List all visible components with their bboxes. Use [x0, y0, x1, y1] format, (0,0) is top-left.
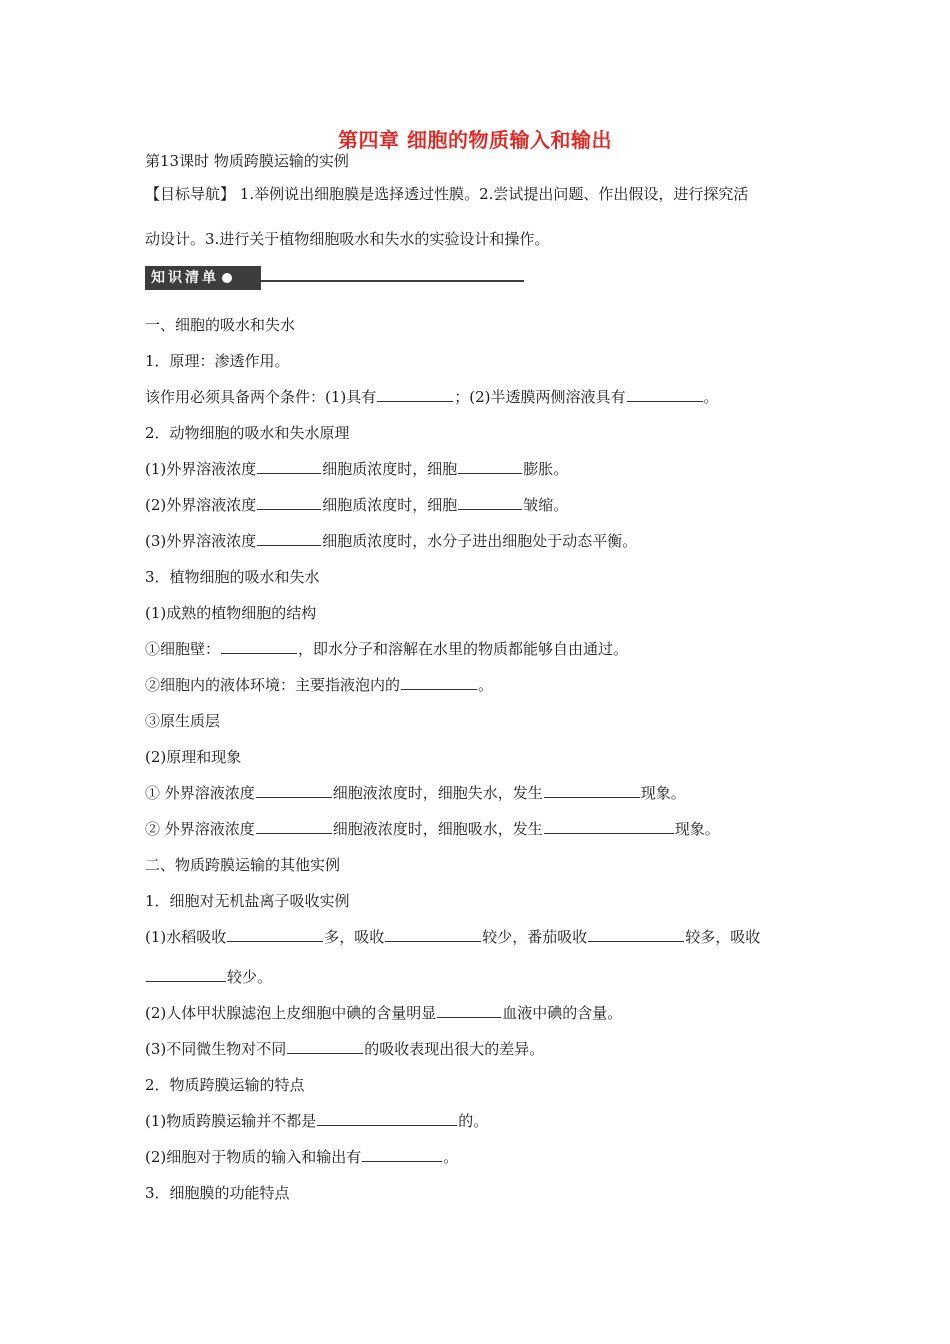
fill-blank[interactable] [256, 819, 332, 834]
chapter-title: 第四章 细胞的物质输入和输出 [338, 128, 612, 152]
fill-blank[interactable] [544, 783, 640, 798]
text-segment: 血液中碘的含量。 [502, 1004, 623, 1022]
text-segment: 的。 [458, 1112, 489, 1130]
text-segment: 皱缩。 [523, 496, 569, 514]
fill-blank[interactable] [256, 783, 332, 798]
fill-blank[interactable] [257, 531, 321, 546]
text-segment: ①细胞壁： [145, 640, 221, 658]
section-tag-label: 知识清单 [151, 270, 219, 286]
text-segment: (2)细胞对于物质的输入和输出有 [145, 1148, 362, 1166]
fill-blank[interactable] [221, 639, 297, 654]
section-heading-2: 二、物质跨膜运输的其他实例 [145, 856, 341, 874]
text-segment: 。 [703, 388, 719, 406]
text-line: (1)成熟的植物细胞的结构 [145, 604, 317, 622]
text-line: 1．细胞对无机盐离子吸收实例 [145, 892, 350, 910]
section-heading-1: 一、细胞的吸水和失水 [145, 316, 296, 334]
text-segment: 细胞质浓度时，细胞 [322, 460, 458, 478]
text-segment: (1)水稻吸收 [145, 928, 227, 946]
text-segment: (1)外界溶液浓度 [145, 460, 257, 478]
fill-blank[interactable] [458, 495, 522, 510]
text-segment: 细胞液浓度时，细胞吸水，发生 [332, 820, 543, 838]
goal-label: 【目标导航】 [145, 185, 236, 203]
text-line [145, 459, 568, 479]
goal-line-2: 动设计。3.进行关于植物细胞吸水和失水的实验设计和操作。 [145, 230, 550, 248]
text-line [145, 387, 719, 407]
text-segment: 多，吸收 [324, 928, 385, 946]
fill-blank[interactable] [287, 1039, 363, 1054]
text-line [145, 1039, 544, 1059]
text-segment: ，即水分子和溶解在水里的物质都能够自由通过。 [298, 640, 629, 658]
fill-blank[interactable] [257, 495, 321, 510]
fill-blank[interactable] [401, 675, 477, 690]
fill-blank[interactable] [458, 459, 522, 474]
text-segment: ②细胞内的液体环境：主要指液泡内的 [145, 676, 401, 694]
text-segment: 。 [478, 676, 494, 694]
text-segment: (3)外界溶液浓度 [145, 532, 257, 550]
bullet-icon [222, 273, 232, 283]
text-segment: ① 外界溶液浓度 [145, 784, 255, 802]
text-line: 3．细胞膜的功能特点 [145, 1184, 290, 1202]
text-line [145, 783, 686, 803]
text-line [145, 639, 628, 659]
fill-blank[interactable] [146, 967, 226, 982]
text-segment: 的吸收表现出很大的差异。 [364, 1040, 545, 1058]
text-line [145, 1003, 622, 1023]
goal-text-1: 1.举例说出细胞膜是选择透过性膜。2.尝试提出问题、作出假设，进行探究活 [235, 185, 749, 203]
text-segment: 较少，番茄吸收 [482, 928, 588, 946]
section-tag [145, 266, 261, 290]
text-line [145, 531, 637, 551]
text-segment: 较少。 [227, 968, 273, 986]
fill-blank[interactable] [257, 459, 321, 474]
text-line [145, 1111, 488, 1131]
section-divider [261, 280, 524, 282]
lesson-heading: 第13课时 物质跨膜运输的实例 [145, 152, 349, 170]
text-segment: ；(2)半透膜两侧溶液具有 [454, 388, 626, 406]
text-segment: 现象。 [640, 784, 686, 802]
text-line [145, 927, 760, 947]
text-line: 1．原理：渗透作用。 [145, 352, 290, 370]
text-segment: 现象。 [674, 820, 720, 838]
text-segment: (1)物质跨膜运输并不都是 [145, 1112, 317, 1130]
text-line [145, 495, 568, 515]
text-line [145, 675, 493, 695]
goal-line-1 [145, 184, 748, 204]
text-line [145, 967, 272, 987]
fill-blank[interactable] [627, 387, 703, 402]
fill-blank[interactable] [437, 1003, 501, 1018]
text-line: 3．植物细胞的吸水和失水 [145, 568, 320, 586]
fill-blank[interactable] [362, 1147, 442, 1162]
text-segment: (2)人体甲状腺滤泡上皮细胞中碘的含量明显 [145, 1004, 437, 1022]
text-segment: (2)外界溶液浓度 [145, 496, 257, 514]
fill-blank[interactable] [317, 1111, 457, 1126]
text-line: (2)原理和现象 [145, 748, 242, 766]
text-line [145, 1147, 458, 1167]
fill-blank[interactable] [377, 387, 453, 402]
text-segment: 较多，吸收 [685, 928, 761, 946]
fill-blank[interactable] [588, 927, 684, 942]
text-segment: 细胞质浓度时，细胞 [322, 496, 458, 514]
text-segment: 该作用必须具备两个条件：(1)具有 [145, 388, 377, 406]
text-line [145, 819, 720, 839]
fill-blank[interactable] [227, 927, 323, 942]
fill-blank[interactable] [385, 927, 481, 942]
text-segment: 。 [443, 1148, 459, 1166]
text-line: 2．物质跨膜运输的特点 [145, 1076, 305, 1094]
text-line: ③原生质层 [145, 712, 221, 730]
text-line: 2．动物细胞的吸水和失水原理 [145, 424, 350, 442]
text-segment: (3)不同微生物对不同 [145, 1040, 287, 1058]
text-segment: 细胞质浓度时，水分子进出细胞处于动态平衡。 [322, 532, 638, 550]
fill-blank[interactable] [544, 819, 674, 834]
text-segment: ② 外界溶液浓度 [145, 820, 255, 838]
text-segment: 膨胀。 [523, 460, 569, 478]
text-segment: 细胞液浓度时，细胞失水，发生 [332, 784, 543, 802]
